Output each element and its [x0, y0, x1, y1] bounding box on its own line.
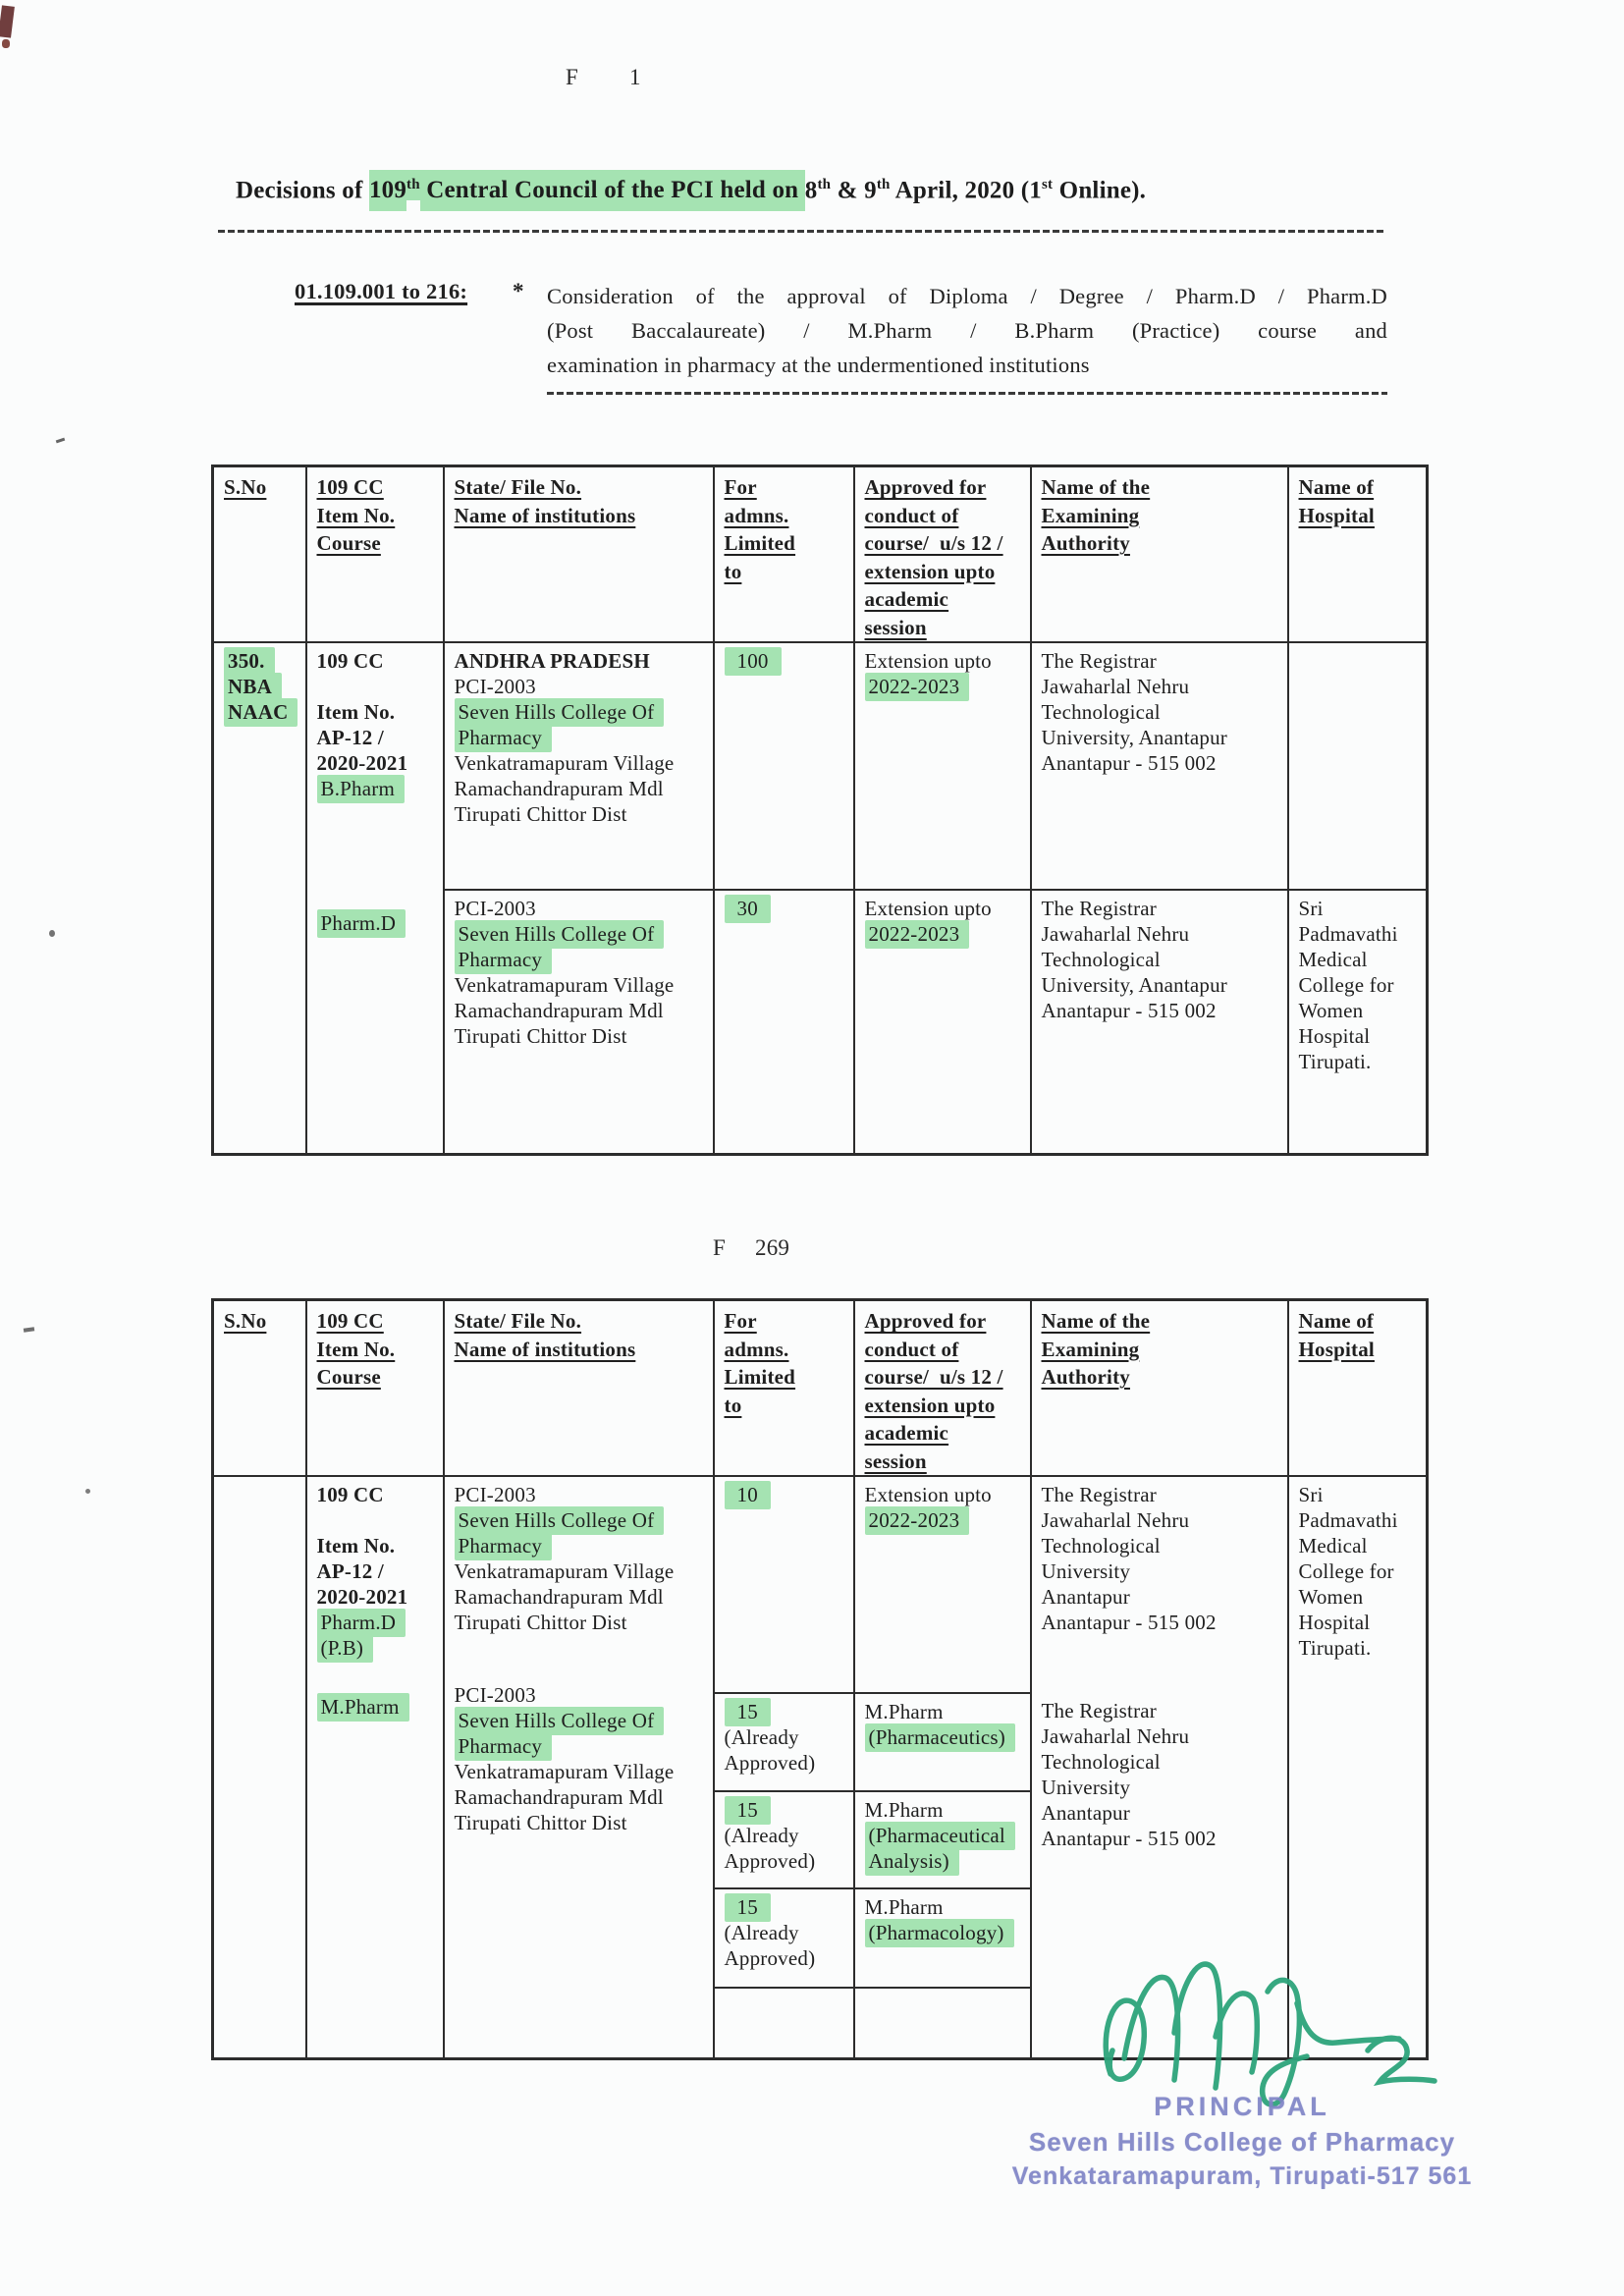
institution-block-1: PCI-2003 Seven Hills College Of Pharmacy Venkatramapuram Village Ramachandrapuram Mdl Tirupati Chittor Dist [454, 1483, 675, 1634]
cell-admissions: 15 (Already Approved) [714, 1888, 854, 1988]
col-header-authority: Name of the Examining Authority [1031, 466, 1288, 643]
cell-hospital: Sri Padmavathi Medical College for Women Hospital Tirupati. [1288, 890, 1428, 1154]
page-number-top [566, 65, 641, 90]
institution-block-2: PCI-2003 Seven Hills College Of Pharmacy Venkatramapuram Village Ramachandrapuram Mdl Tirupati Chittor Dist [454, 1683, 675, 1834]
stamp-college: Seven Hills College of Pharmacy [1028, 2127, 1456, 2157]
cell-approved: M.Pharm (Pharmacology) [854, 1888, 1031, 1988]
scan-artifact [2, 39, 10, 48]
course-block-mpharm: M.Pharm [317, 1694, 435, 1720]
table-header-row [213, 466, 1428, 643]
cell-course [306, 642, 444, 1154]
table-header-row [213, 1300, 1428, 1477]
col-header-item-course: 109 CC Item No. Course [306, 1300, 444, 1477]
col-header-for-admns: For admns. Limited to [714, 466, 854, 643]
table-row [213, 1476, 1428, 1693]
col-header-hospital: Name of Hospital [1288, 466, 1428, 643]
cell-approved: M.Pharm (Pharmaceutical Analysis) [854, 1791, 1031, 1888]
col-header-hospital: Name of Hospital [1288, 1300, 1428, 1477]
cell-sno-empty [213, 1476, 306, 2058]
cell-hospital-empty [1288, 642, 1428, 890]
cell-admissions: 30 [714, 890, 854, 1154]
cell-hospital: Sri Padmavathi Medical College for Women Hospital Tirupati. [1288, 1476, 1428, 2058]
dashed-rule-item [547, 392, 1387, 395]
cell-empty [714, 1988, 854, 2058]
item-asterisk: * [513, 279, 524, 303]
scan-artifact [56, 438, 65, 444]
cell-approved: Extension upto 2022-2023 [854, 1476, 1031, 1693]
cell-institution: ANDHRA PRADESH PCI-2003 Seven Hills College Of Pharmacy Venkatramapuram Village Ramachandrapuram Mdl Tirupati Chittor Dist [444, 642, 714, 890]
col-header-state-file: State/ File No. Name of institutions [444, 466, 714, 643]
document-title: Decisions of 109th Central Council of the PCI held on 8th & 9th April, 2020 (1st Online). [236, 177, 1146, 204]
cell-admissions: 100 [714, 642, 854, 890]
item-body-text: Consideration of the approval of Diploma / Degree / Pharm.D / Pharm.D (Post Baccalaureate) / M.Pharm / B.Pharm (Practice) course and examination in pharmacy at the undermentioned institutions [547, 284, 1387, 377]
col-header-item-course: 109 CC Item No. Course [306, 466, 444, 643]
cell-admissions: 15 (Already Approved) [714, 1693, 854, 1791]
principal-stamp [997, 2092, 1488, 2191]
page-letter: F [566, 65, 578, 89]
cell-admissions: 15 (Already Approved) [714, 1791, 854, 1888]
page-digit: 269 [755, 1235, 790, 1260]
scan-artifact [24, 1327, 34, 1332]
approvals-table-page1 [211, 465, 1429, 1156]
table-row [213, 642, 1428, 890]
item-ref-label: 01.109.001 to 216: [295, 279, 468, 303]
cell-authority: The Registrar Jawaharlal Nehru Technological University, Anantapur Anantapur - 515 002 [1031, 642, 1288, 890]
col-header-approved: Approved for conduct of course/ u/s 12 / extension upto academic session [854, 466, 1031, 643]
stamp-address: Venkataramapuram, Tirupati-517 561 [1011, 2162, 1473, 2190]
col-header-approved: Approved for conduct of course/ u/s 12 / extension upto academic session [854, 1300, 1031, 1477]
cell-approved: M.Pharm (Pharmaceutics) [854, 1693, 1031, 1791]
cell-institution [444, 1476, 714, 2058]
col-header-sno: S.No [213, 466, 306, 643]
course-block-pharmd-pb: 109 CC Item No. AP-12 / 2020-2021 Pharm.D (P.B) [317, 1482, 435, 1661]
col-header-for-admns: For admns. Limited to [714, 1300, 854, 1477]
authority-block-2: The Registrar Jawaharlal Nehru Technological University Anantapur Anantapur - 515 002 [1041, 1699, 1217, 1850]
scan-artifact [85, 1489, 90, 1494]
course-block-pharmd: Pharm.D [317, 910, 435, 936]
authority-block-1: The Registrar Jawaharlal Nehru Technological University Anantapur Anantapur - 515 002 [1041, 1483, 1217, 1634]
course-block-bpharm: 109 CC Item No. AP-12 / 2020-2021 B.Pharm [317, 648, 435, 801]
scan-artifact [49, 930, 55, 937]
page-digit: 1 [629, 65, 641, 89]
cell-approved: Extension upto 2022-2023 [854, 642, 1031, 890]
col-header-state-file: State/ File No. Name of institutions [444, 1300, 714, 1477]
cell-empty [854, 1988, 1031, 2058]
dashed-rule-title [218, 230, 1386, 233]
col-header-authority: Name of the Examining Authority [1031, 1300, 1288, 1477]
scan-artifact [0, 5, 15, 37]
cell-authority: The Registrar Jawaharlal Nehru Technological University, Anantapur Anantapur - 515 002 [1031, 890, 1288, 1154]
stamp-title: PRINCIPAL [1154, 2092, 1330, 2121]
cell-admissions: 10 [714, 1476, 854, 1693]
col-header-sno: S.No [213, 1300, 306, 1477]
cell-sno: 350. NBA NAAC [213, 642, 306, 1154]
cell-course [306, 1476, 444, 2058]
cell-institution: PCI-2003 Seven Hills College Of Pharmacy Venkatramapuram Village Ramachandrapuram Mdl Tirupati Chittor Dist [444, 890, 714, 1154]
page-letter: F [713, 1235, 726, 1260]
page-number-middle [713, 1235, 789, 1261]
cell-approved: Extension upto 2022-2023 [854, 890, 1031, 1154]
